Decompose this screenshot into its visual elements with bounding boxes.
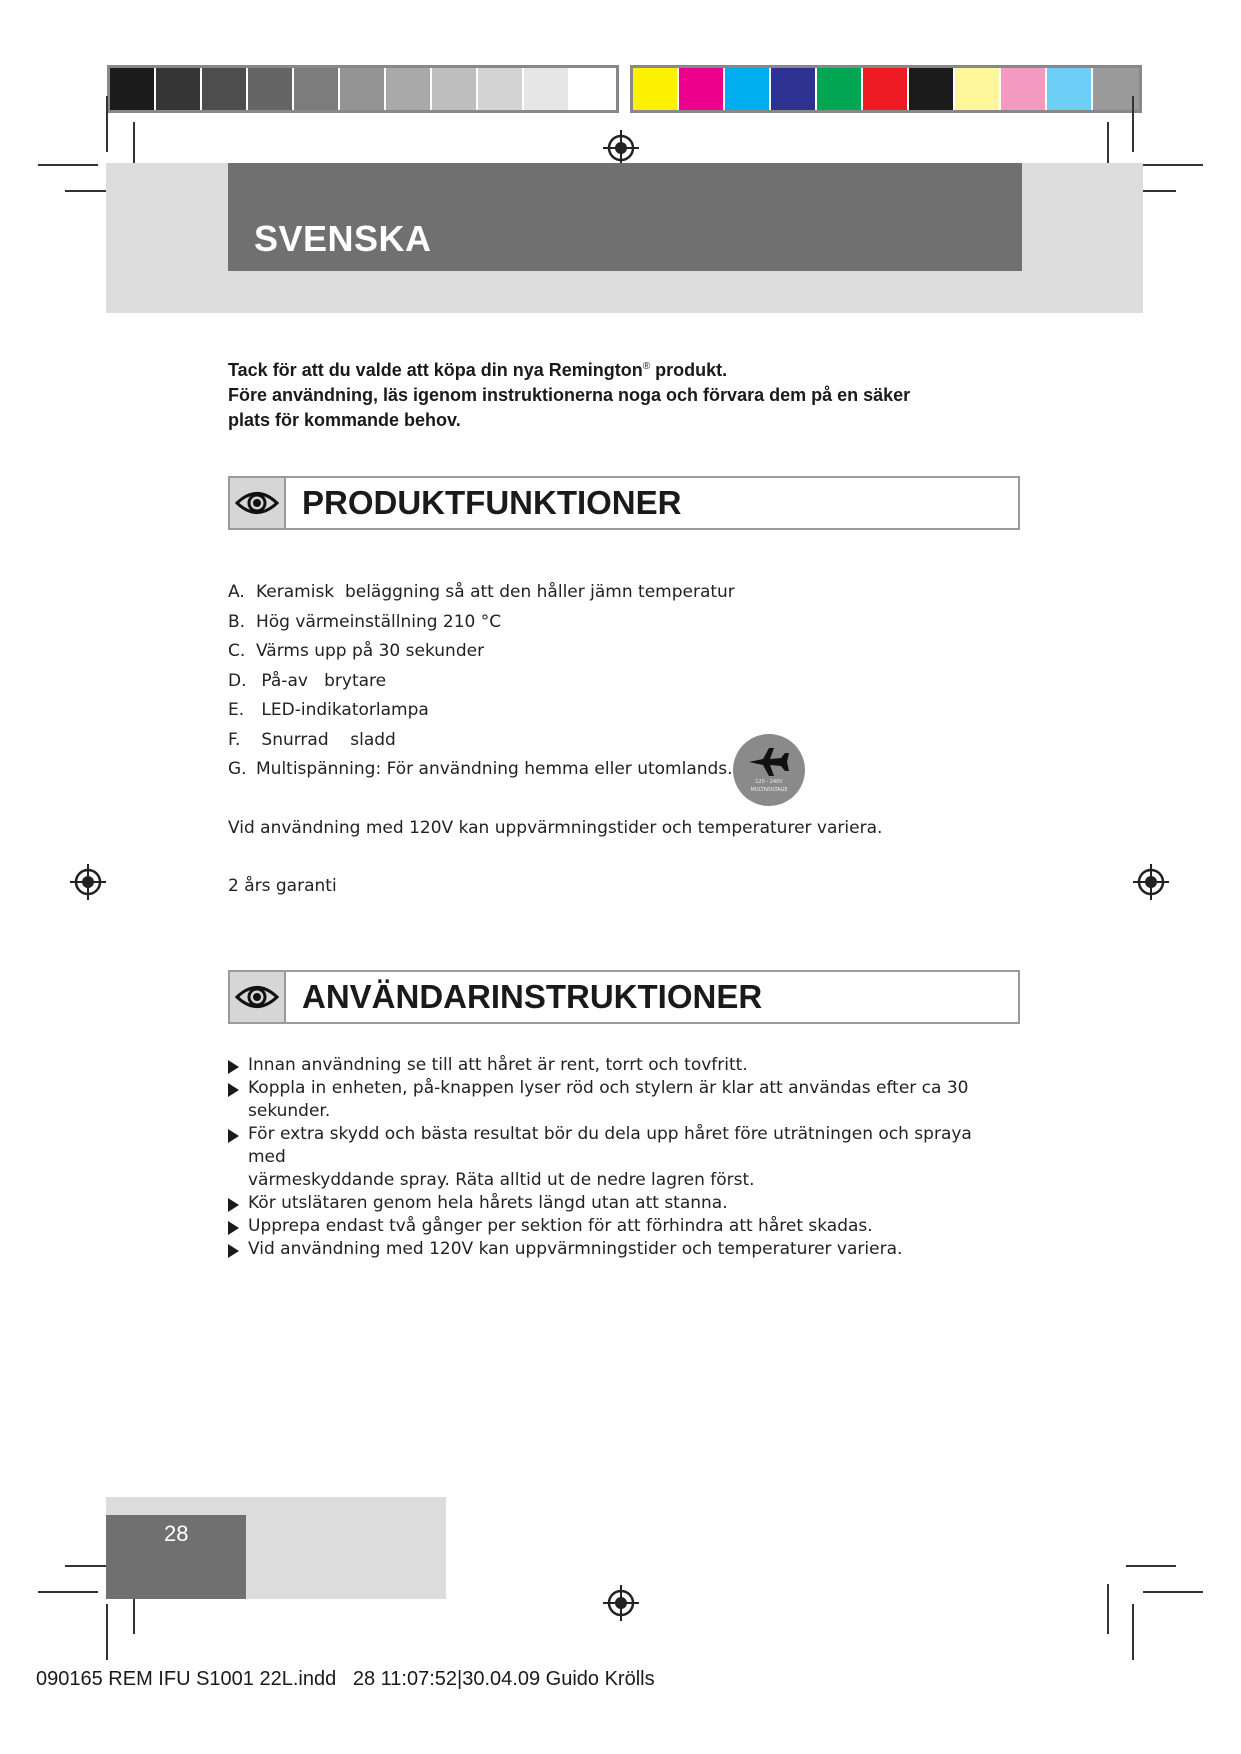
- feature-letter: F.: [228, 729, 241, 750]
- color-swatch: [340, 68, 386, 110]
- warranty-text: 2 års garanti: [228, 876, 337, 896]
- feature-item: [228, 696, 735, 726]
- color-swatch: [725, 68, 771, 110]
- instruction-line: Kör utslätaren genom hela hårets längd utan att stanna.: [248, 1193, 728, 1213]
- crop-mark: [38, 164, 98, 166]
- instruction-list: [228, 1054, 1008, 1261]
- registration-mark-icon: [601, 1583, 641, 1623]
- feature-text: Keramisk beläggning så att den håller jämn temperatur: [256, 582, 735, 602]
- registration-mark-icon: [1131, 862, 1171, 902]
- instruction-line: Upprepa endast två gånger per sektion för att förhindra att håret skadas.: [248, 1216, 873, 1236]
- color-swatch: [294, 68, 340, 110]
- section-title: PRODUKTFUNKTIONER: [302, 484, 682, 521]
- color-swatch: [679, 68, 725, 110]
- feature-text: Värms upp på 30 sekunder: [256, 641, 485, 661]
- feature-text: Snurrad sladd: [256, 729, 396, 750]
- language-title: SVENSKA: [254, 218, 432, 259]
- instruction-line: Vid användning med 120V kan uppvärmningstider och temperaturer variera.: [248, 1239, 903, 1259]
- crop-mark: [38, 1591, 98, 1593]
- color-swatch: [863, 68, 909, 110]
- feature-letter: C.: [228, 641, 246, 661]
- bullet-arrow-icon: [228, 1129, 239, 1143]
- airplane-icon: [747, 747, 791, 777]
- instruction-line: För extra skydd och bästa resultat bör du dela upp håret före uträtningen och spraya med: [248, 1124, 972, 1167]
- process-color-bar: [630, 65, 1142, 113]
- grayscale-color-bar: [107, 65, 619, 113]
- crop-mark: [106, 1604, 108, 1660]
- intro-line-1-end: produkt.: [650, 360, 728, 380]
- feature-letter: E.: [228, 700, 245, 720]
- feature-letter: G.: [228, 759, 247, 779]
- color-swatch: [386, 68, 432, 110]
- feature-text: Multispänning: För användning hemma eller utomlands.: [256, 759, 733, 779]
- bullet-arrow-icon: [228, 1221, 239, 1235]
- voltage-note: Vid användning med 120V kan uppvärmningstider och temperaturer variera.: [228, 818, 883, 838]
- registration-mark-icon: [601, 128, 641, 168]
- feature-item: [228, 578, 735, 608]
- color-swatch: [478, 68, 524, 110]
- intro-text: [228, 354, 1048, 433]
- feature-item: [228, 667, 735, 697]
- feature-text: På-av brytare: [256, 670, 387, 691]
- crop-mark: [1132, 96, 1134, 152]
- instruction-line: Innan användning se till att håret är rent, torrt och tovfritt.: [248, 1055, 748, 1075]
- bullet-arrow-icon: [228, 1083, 239, 1097]
- instruction-line: sekunder.: [248, 1101, 331, 1121]
- intro-line-3: plats för kommande behov.: [228, 410, 461, 430]
- page-number: 28: [164, 1521, 189, 1546]
- feature-list: [228, 578, 735, 785]
- crop-mark: [1143, 164, 1203, 166]
- eye-icon: [230, 972, 286, 1022]
- color-swatch: [817, 68, 863, 110]
- color-swatch: [1047, 68, 1093, 110]
- color-swatch: [909, 68, 955, 110]
- feature-letter: A.: [228, 582, 245, 602]
- registered-mark: ®: [642, 361, 651, 372]
- crop-mark: [1143, 1591, 1203, 1593]
- instruction-item: [228, 1077, 1008, 1123]
- color-swatch: [771, 68, 817, 110]
- color-swatch: [202, 68, 248, 110]
- instruction-item: [228, 1238, 1008, 1261]
- color-swatch: [955, 68, 1001, 110]
- feature-item: [228, 726, 735, 756]
- instruction-item: [228, 1192, 1008, 1215]
- color-swatch: [432, 68, 478, 110]
- feature-text: LED-indikatorlampa: [256, 700, 429, 720]
- color-swatch: [1001, 68, 1047, 110]
- bullet-arrow-icon: [228, 1060, 239, 1074]
- feature-item: [228, 608, 735, 638]
- badge-multivoltage-text: MULTIVOLTAGE: [750, 787, 788, 793]
- feature-item: [228, 755, 735, 785]
- intro-line-1: Tack för att du valde att köpa din nya Remington: [228, 360, 643, 380]
- print-slug: 090165 REM IFU S1001 22L.indd 28 11:07:52|30.04.09 Guido Krölls: [36, 1668, 655, 1690]
- instruction-line: Koppla in enheten, på-knappen lyser röd och stylern är klar att användas efter ca 30: [248, 1078, 969, 1098]
- badge-voltage-text: 120 - 240V: [755, 779, 783, 785]
- color-swatch: [248, 68, 294, 110]
- section-title: ANVÄNDARINSTRUKTIONER: [302, 978, 763, 1015]
- section-heading-product-features: [228, 476, 1020, 530]
- feature-item: [228, 637, 735, 667]
- instruction-item: [228, 1054, 1008, 1077]
- feature-text: Hög värmeinställning 210 °C: [256, 611, 502, 632]
- crop-mark: [1126, 1565, 1176, 1567]
- feature-letter: D.: [228, 670, 247, 691]
- crop-mark: [1107, 1584, 1109, 1634]
- feature-letter: B.: [228, 611, 246, 632]
- color-swatch: [156, 68, 202, 110]
- registration-mark-icon: [68, 862, 108, 902]
- bullet-arrow-icon: [228, 1244, 239, 1258]
- color-swatch: [524, 68, 570, 110]
- color-swatch: [110, 68, 156, 110]
- multivoltage-badge: [733, 734, 805, 806]
- crop-mark: [106, 96, 108, 152]
- instruction-line: värmeskyddande spray. Räta alltid ut de nedre lagren först.: [248, 1170, 755, 1190]
- color-swatch: [570, 68, 616, 110]
- color-swatch: [633, 68, 679, 110]
- section-heading-user-instructions: [228, 970, 1020, 1024]
- intro-line-2: Före användning, läs igenom instruktionerna noga och förvara dem på en säker: [228, 385, 911, 405]
- crop-mark: [1132, 1604, 1134, 1660]
- bullet-arrow-icon: [228, 1198, 239, 1212]
- instruction-item: [228, 1215, 1008, 1238]
- eye-icon: [230, 478, 286, 528]
- instruction-item: [228, 1123, 1008, 1192]
